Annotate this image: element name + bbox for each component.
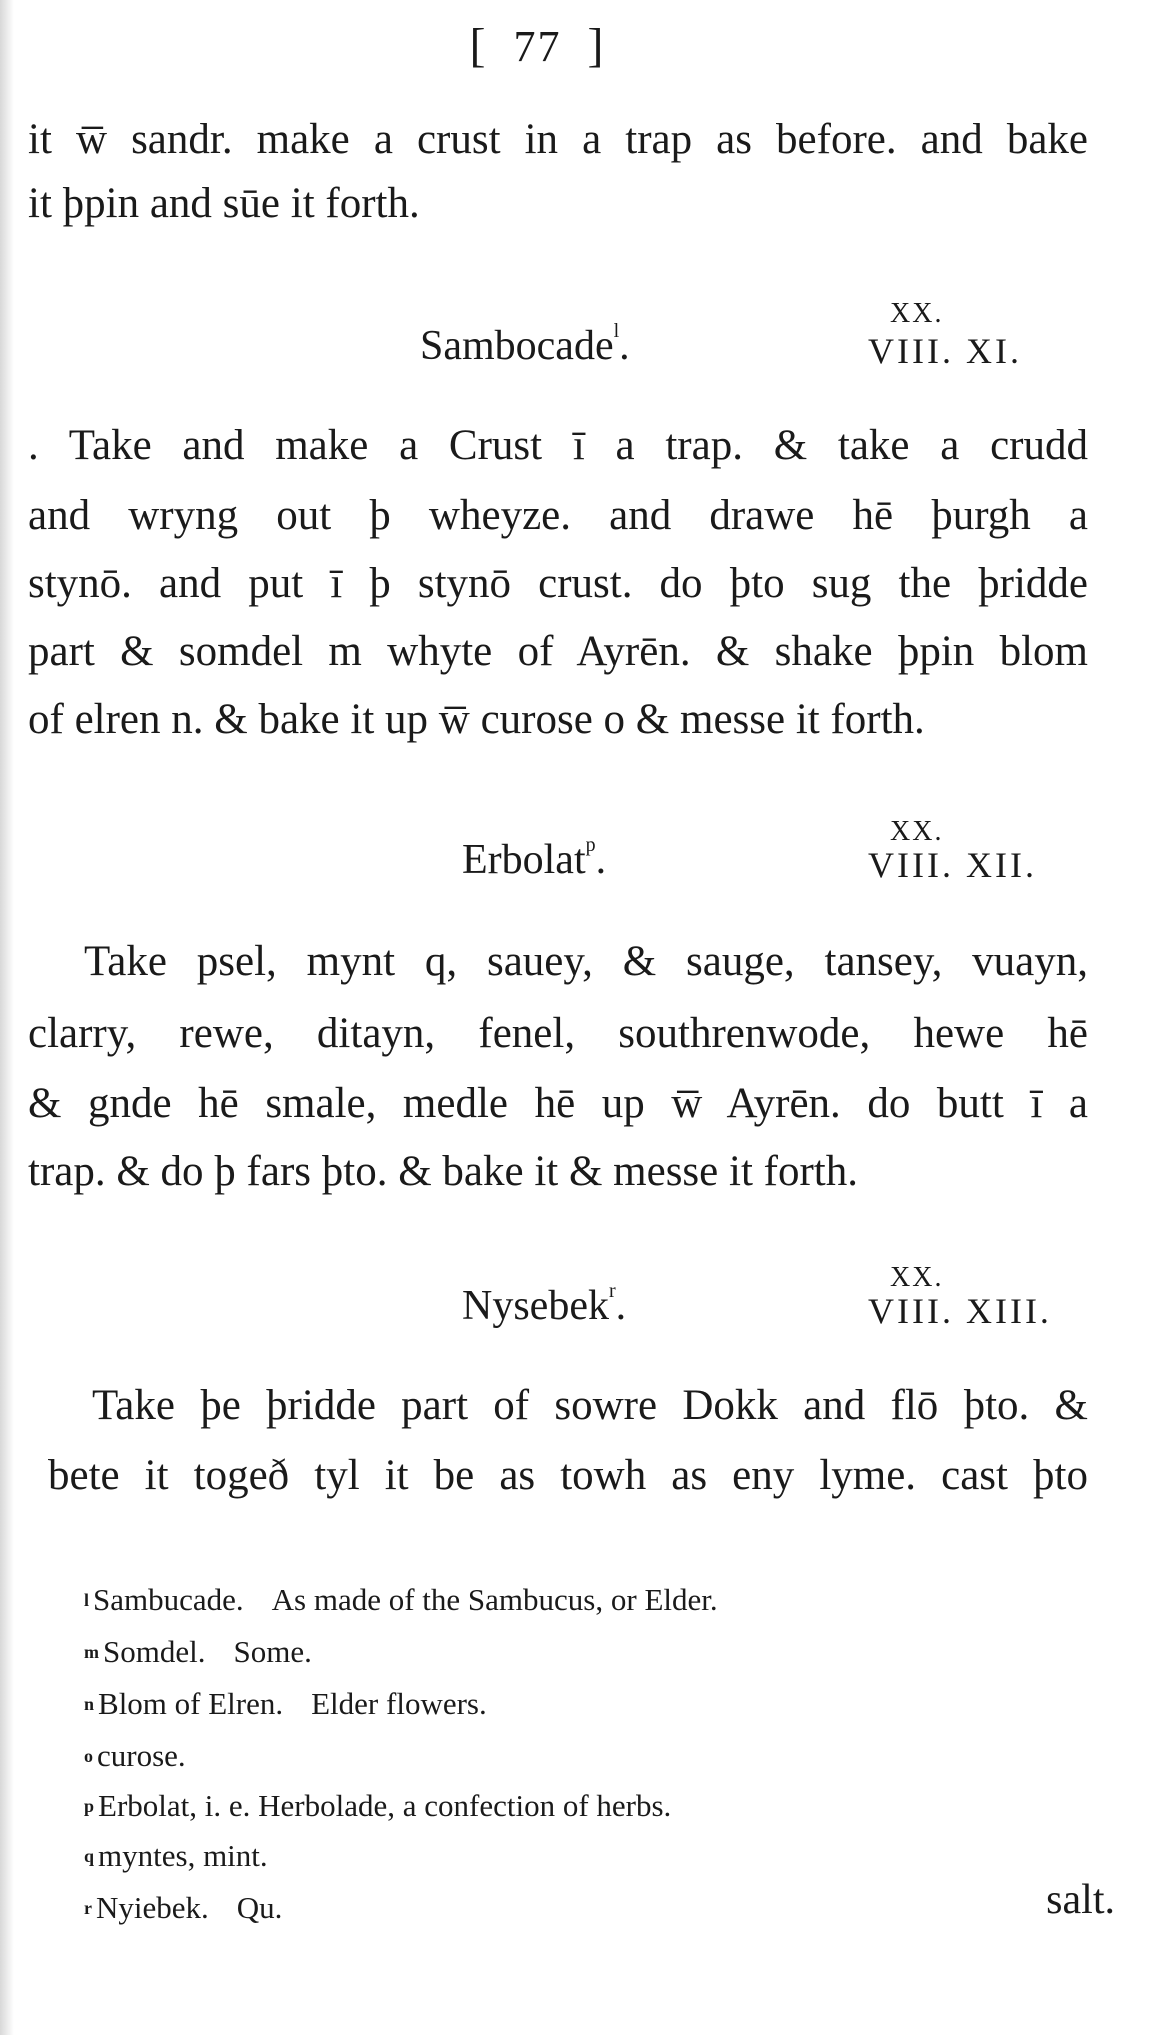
footnote-r [84, 1888, 282, 1928]
recipe-2-line-4: trap. & do þ fars þto. & bake it & messe it forth. [28, 1148, 858, 1195]
footnote-gloss: Qu. [236, 1890, 283, 1925]
recipe-2-line-1: Take psel, mynt q, sauey, & sauge, tansey, vuayn, [84, 938, 1088, 985]
catchword: salt. [1046, 1877, 1115, 1923]
recipe-1-note-marker: l [613, 320, 620, 342]
recipe-1-number: VIII. XI. [868, 331, 1022, 371]
recipe-1-line-5: of elren n. & bake it up w̅ curose o & messe it forth. [28, 696, 925, 743]
intro-line-1: it w̅ sandr. make a crust in a trap as before. and bake [28, 116, 1088, 163]
bracket-right: ] [587, 19, 606, 72]
footnote-gloss: As made of the Sambucus, or Elder. [271, 1582, 718, 1617]
recipe-2-line-3: & gnde hē smale, medle hē up w̅ Ayrēn. do butt ī a [28, 1080, 1088, 1127]
recipe-3-number-top: XX. [890, 1262, 944, 1293]
recipe-2-title-text: Erbolat [462, 837, 586, 883]
recipe-2-number: VIII. XII. [868, 845, 1037, 885]
recipe-3-title-text: Nysebek [462, 1283, 609, 1329]
recipe-1-line-4: part & somdel m whyte of Ayrēn. & shake þpin blom [28, 628, 1088, 675]
footnote-term: Sambucade. [93, 1582, 244, 1617]
recipe-1-title-text: Sambocade [420, 323, 614, 369]
recipe-3-note-marker: r [608, 1280, 616, 1302]
recipe-2-number-top: XX. [890, 816, 944, 847]
recipe-1-line-2: and wryng out þ wheyze. and drawe hē þurgh a [28, 492, 1088, 539]
bracket-left: [ [469, 19, 488, 72]
intro-line-2: it þpin and sūe it forth. [28, 180, 420, 227]
footnote-q [84, 1836, 268, 1876]
footnote-term: Blom of Elren. [98, 1686, 284, 1721]
footnote-p [84, 1786, 671, 1826]
recipe-2-line-2: clarry, rewe, ditayn, fenel, southrenwode, hewe hē [28, 1010, 1088, 1057]
footnote-term: curose. [97, 1738, 186, 1773]
footnote-m [84, 1632, 312, 1672]
recipe-2-title: Erbolat$^p$. [462, 834, 607, 883]
footnote-marker: l [84, 1590, 90, 1610]
footnote-term: Erbolat, i. e. Herbolade, a confection of herbs. [98, 1788, 672, 1823]
footnote-marker: r [84, 1898, 92, 1918]
footnote-gloss: Some. [233, 1634, 312, 1669]
footnote-marker: q [84, 1846, 95, 1866]
page-number [0, 18, 1165, 73]
footnote-term: Nyiebek. [96, 1890, 209, 1925]
footnote-o [84, 1736, 186, 1776]
page-edge-shadow [0, 0, 14, 2035]
footnote-n [84, 1684, 487, 1724]
footnote-term: Somdel. [103, 1634, 206, 1669]
footnote-l [84, 1580, 718, 1620]
recipe-3-line-2: bete it togeð tyl it be as towh as eny lyme. cast þto [48, 1452, 1088, 1499]
footnote-term: myntes, mint. [98, 1838, 268, 1873]
footnote-marker: n [84, 1694, 95, 1714]
recipe-2-note-marker: p [585, 834, 596, 856]
recipe-3-line-1: Take þe þridde part of sowre Dokk and flō þto. & [92, 1382, 1088, 1429]
recipe-1-line-1: . Take and make a Crust ī a trap. & take a crudd [28, 422, 1088, 469]
footnote-gloss: Elder flowers. [311, 1686, 487, 1721]
footnote-marker: m [84, 1642, 99, 1662]
recipe-3-title: Nysebek$^r$. [462, 1280, 627, 1329]
recipe-3-number: VIII. XIII. [868, 1291, 1052, 1331]
page-number-value: 77 [513, 22, 562, 71]
recipe-1-title: Sambocade$^l$. [420, 320, 630, 369]
footnote-marker: o [84, 1746, 93, 1766]
footnote-marker: p [84, 1796, 95, 1816]
recipe-1-line-3: stynō. and put ī þ stynō crust. do þto sug the þridde [28, 560, 1088, 607]
recipe-1-number-top: XX. [890, 298, 944, 329]
